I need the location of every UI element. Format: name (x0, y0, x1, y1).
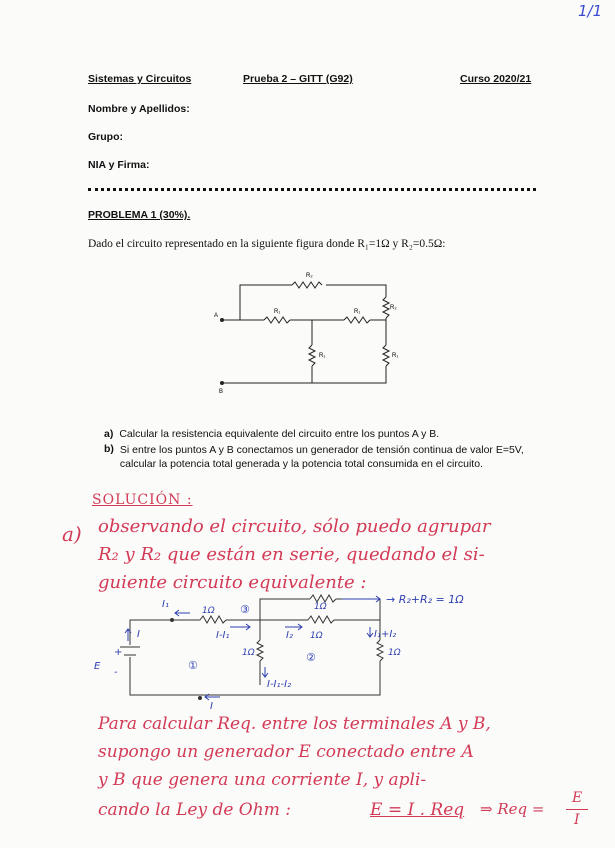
header-subject: Sistemas y Circuitos (88, 73, 192, 85)
fraction-numerator: E (572, 790, 583, 806)
hand-i-bottom: I (210, 701, 213, 710)
hand-r1-top-left (200, 616, 226, 623)
hand-i1-label: I₁ (162, 599, 169, 610)
hand-i2: I₂ (286, 630, 293, 641)
closing-line-4: cando la Ley de Ohm : (98, 800, 291, 820)
closing-line-1: Para calcular Req. entre los terminales A y B, (98, 714, 491, 734)
solution-heading: SOLUCIÓN : (92, 492, 193, 508)
hand-e-label: E (94, 661, 101, 672)
question-b-text: Si entre los puntos A y B conectamos un generador de tensión continua de valor E=5V, calcular la potencia total generada y la potencia total consumida en el circuito. (119, 444, 524, 470)
r1-vertical-resistor (309, 345, 315, 366)
hand-r-top-right (310, 595, 336, 602)
hand-mesh1: ① (188, 659, 198, 672)
hand-plus: + (114, 647, 123, 658)
question-a-letter: a) (104, 428, 114, 440)
node-a-label: A (214, 313, 219, 319)
r2-top-resistor (292, 282, 322, 288)
r1-middle-resistor (344, 317, 370, 323)
hand-i-source: I (137, 629, 140, 640)
hand-note: → R₂+R₂ = 1Ω (386, 593, 464, 606)
hand-i1-plus-i2: I₁+I₂ (374, 629, 397, 640)
hand-arrow-i1-plus-i2 (367, 627, 373, 637)
question-a-text: Calcular la resistencia equivalente del circuito entre los puntos A y B. (119, 428, 440, 440)
r1-right-resistor (383, 345, 389, 366)
nia-field-label: NIA y Firma: (88, 159, 150, 171)
r2-right-label: R₂ (390, 305, 397, 311)
hand-mesh3: ③ (240, 603, 250, 616)
hand-i-i1-i2: I-I₁-I₂ (267, 679, 292, 690)
hand-source-plates (120, 647, 140, 655)
hand-r-top-left-label: 1Ω (202, 606, 215, 616)
page-mark: 1/1 (578, 2, 603, 20)
closing-line-2: supongo un generador E conectado entre A (98, 742, 474, 762)
problem-title: PROBLEMA 1 (30%). (88, 209, 191, 221)
header-course: Curso 2020/21 (460, 73, 532, 85)
question-a (104, 428, 544, 440)
hand-r-mid-label: 1Ω (310, 631, 323, 641)
hand-mesh2: ② (306, 651, 316, 664)
hand-arrow-note (342, 596, 380, 602)
r1-left-resistor (264, 317, 290, 323)
hand-arrow-i-minus-i1 (230, 624, 250, 630)
hand-r-top-right-label: 1Ω (314, 602, 327, 612)
problem-statement: Dado el circuito representado en la siguiente figura donde R₁=1Ω y R₂=0.5Ω: (88, 238, 446, 250)
group-field-label: Grupo: (88, 131, 123, 143)
solution-line-1: observando el circuito, sólo puedo agrupar (98, 516, 491, 537)
r2-top-label: R₂ (306, 273, 313, 279)
hand-i-minus-i1: I-I₁ (216, 630, 230, 641)
circuit-figure (200, 265, 420, 400)
hand-r-mid (308, 616, 334, 623)
dotted-separator (88, 188, 536, 191)
question-b-letter: b) (104, 443, 114, 455)
hand-minus: - (114, 667, 118, 678)
r2-right-resistor (383, 297, 389, 318)
fraction-denominator: I (574, 812, 580, 828)
equivalent-circuit (80, 585, 500, 710)
question-b (104, 443, 544, 471)
part-a-letter: a) (62, 522, 82, 546)
hand-r-right (377, 640, 383, 661)
r1-vertical-label: R₁ (319, 353, 326, 359)
hand-r-right-label: 1Ω (388, 648, 401, 658)
closing-line-3: y B que genera una corriente I, y apli- (98, 770, 427, 790)
ohm-formula: E = I . Req (370, 800, 465, 820)
hand-r-left-vert-label: 1Ω (242, 648, 255, 658)
solution-line-2: R₂ y R₂ que están en serie, quedando el si- (98, 544, 485, 565)
header-exam: Prueba 2 – GITT (G92) (243, 73, 353, 85)
r1-middle-label: R₁ (354, 309, 361, 315)
req-formula: ⇒ Req = (480, 800, 545, 818)
name-field-label: Nombre y Apellidos: (88, 103, 190, 115)
hand-arrow-i1 (175, 610, 190, 616)
fraction-bar (566, 809, 588, 810)
solution-line-3: guiente circuito equivalente : (98, 572, 367, 593)
node-b-label: B (219, 389, 224, 395)
hand-arrow-i-i1-i2 (262, 667, 268, 677)
r1-right-label: R₁ (392, 353, 399, 359)
r1-left-label: R₁ (274, 309, 281, 315)
hand-r-vertical (257, 640, 263, 661)
